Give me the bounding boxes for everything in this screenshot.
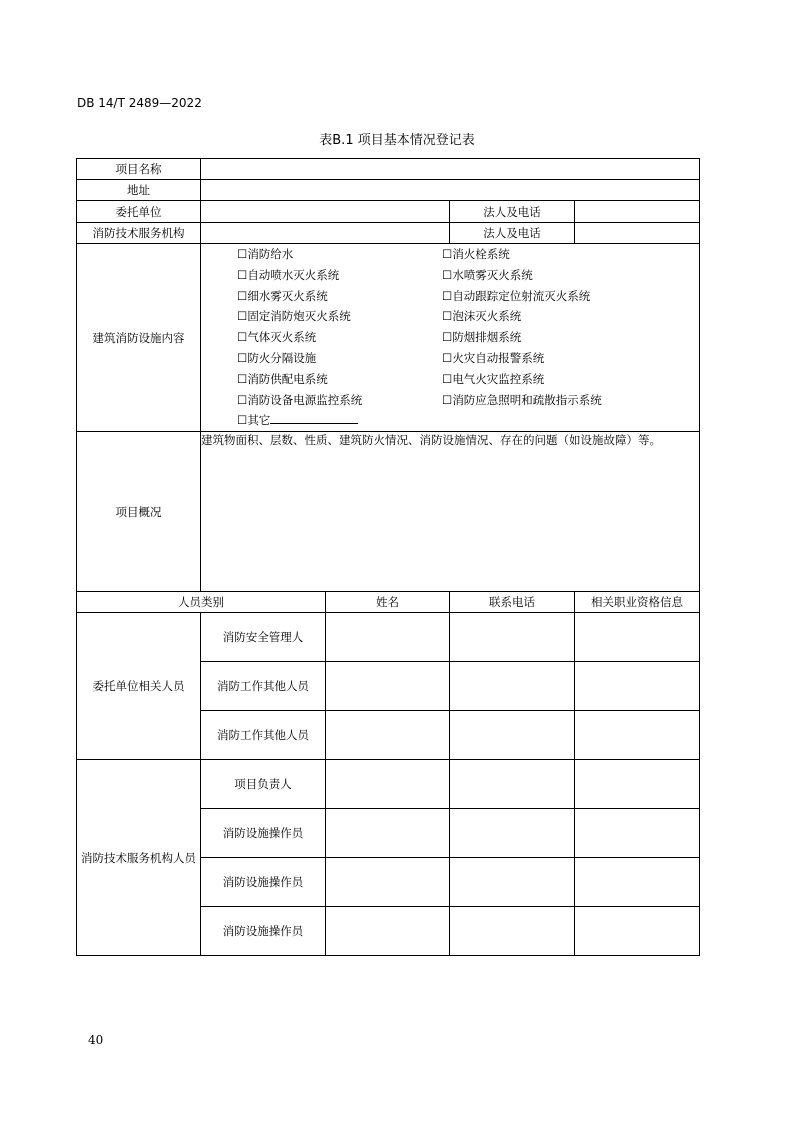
qualification-cell[interactable] xyxy=(575,613,700,662)
facilities-checklist xyxy=(201,244,699,431)
facility-label: 消防给水 xyxy=(247,247,294,261)
project-name-label: 项目名称 xyxy=(77,159,201,180)
service-org-label: 消防技术服务机构 xyxy=(77,223,201,244)
facility-item[interactable] xyxy=(442,390,699,411)
checkbox-icon[interactable]: ☐ xyxy=(237,330,248,345)
facility-item[interactable] xyxy=(442,265,699,286)
facility-label: 消防供配电系统 xyxy=(247,371,328,386)
checkbox-icon[interactable]: ☐ xyxy=(442,288,453,303)
phone-cell[interactable] xyxy=(450,809,575,858)
facility-label: 其它 xyxy=(247,413,271,428)
client-label: 委托单位 xyxy=(77,201,201,223)
facility-label: 固定消防炮灭火系统 xyxy=(247,309,351,324)
facility-label: 水喷雾灭火系统 xyxy=(452,267,533,282)
phone-cell[interactable] xyxy=(450,907,575,956)
facility-item[interactable] xyxy=(442,369,699,390)
page-number: 40 xyxy=(88,1033,104,1047)
checkbox-icon[interactable]: ☐ xyxy=(442,309,453,324)
facility-label: 自动跟踪定位射流灭火系统 xyxy=(452,288,591,303)
qualification-cell[interactable] xyxy=(575,809,700,858)
service-legal-phone-cell[interactable] xyxy=(575,223,700,244)
address-label: 地址 xyxy=(77,180,201,201)
phone-cell[interactable] xyxy=(450,613,575,662)
service-org-cell[interactable] xyxy=(201,223,450,244)
role-cell: 消防工作其他人员 xyxy=(201,662,326,711)
name-cell[interactable] xyxy=(326,760,450,809)
facility-label: 防烟排烟系统 xyxy=(452,330,522,345)
checkbox-icon[interactable]: ☐ xyxy=(442,350,453,365)
project-name-cell[interactable] xyxy=(201,159,700,180)
qualification-cell[interactable] xyxy=(575,858,700,907)
checkbox-icon[interactable]: ☐ xyxy=(237,413,248,428)
facility-item[interactable] xyxy=(237,390,442,411)
other-fill-line[interactable] xyxy=(270,411,358,424)
checkbox-icon[interactable]: ☐ xyxy=(442,330,453,345)
role-cell: 消防安全管理人 xyxy=(201,613,326,662)
facility-label: 消火栓系统 xyxy=(452,247,510,261)
checkbox-icon[interactable]: ☐ xyxy=(237,392,248,407)
facility-item[interactable] xyxy=(237,265,442,286)
table-title: 表B.1 项目基本情况登记表 xyxy=(319,133,475,148)
facility-label: 自动喷水灭火系统 xyxy=(247,267,340,282)
role-cell: 项目负责人 xyxy=(201,760,326,809)
facility-item[interactable] xyxy=(237,410,442,431)
facility-item xyxy=(442,410,699,431)
qualification-cell[interactable] xyxy=(575,711,700,760)
phone-cell[interactable] xyxy=(450,858,575,907)
checkbox-icon[interactable]: ☐ xyxy=(237,267,248,282)
header-name: 姓名 xyxy=(326,592,450,613)
facility-item[interactable] xyxy=(237,286,442,307)
checkbox-icon[interactable]: ☐ xyxy=(442,371,453,386)
facility-label: 防火分隔设施 xyxy=(247,350,317,365)
checkbox-icon[interactable]: ☐ xyxy=(442,267,453,282)
qualification-cell[interactable] xyxy=(575,907,700,956)
facility-label: 泡沫灭火系统 xyxy=(452,309,522,324)
facility-item[interactable] xyxy=(442,244,699,265)
facility-item[interactable] xyxy=(442,286,699,307)
name-cell[interactable] xyxy=(326,711,450,760)
facility-label: 火灾自动报警系统 xyxy=(452,350,545,365)
facility-item[interactable] xyxy=(442,306,699,327)
role-cell: 消防工作其他人员 xyxy=(201,711,326,760)
facility-label: 电气火灾监控系统 xyxy=(452,371,545,386)
facility-item[interactable] xyxy=(237,348,442,369)
overview-hint[interactable]: 建筑物面积、层数、性质、建筑防火情况、消防设施情况、存在的问题（如设施故障）等。 xyxy=(201,432,700,592)
name-cell[interactable] xyxy=(326,662,450,711)
header-qualification: 相关职业资格信息 xyxy=(575,592,700,613)
facility-label: 消防应急照明和疏散指示系统 xyxy=(452,392,602,407)
checkbox-icon[interactable]: ☐ xyxy=(442,392,453,407)
overview-label: 项目概况 xyxy=(77,432,201,592)
facility-item[interactable] xyxy=(237,306,442,327)
facility-item[interactable] xyxy=(442,327,699,348)
service-legal-phone-label: 法人及电话 xyxy=(450,223,575,244)
name-cell[interactable] xyxy=(326,858,450,907)
facility-item[interactable] xyxy=(237,327,442,348)
header-phone: 联系电话 xyxy=(450,592,575,613)
phone-cell[interactable] xyxy=(450,711,575,760)
facility-item[interactable] xyxy=(442,348,699,369)
checkbox-icon[interactable]: ☐ xyxy=(237,247,248,261)
client-group-label: 委托单位相关人员 xyxy=(77,613,201,760)
checkbox-icon[interactable]: ☐ xyxy=(237,350,248,365)
phone-cell[interactable] xyxy=(450,662,575,711)
qualification-cell[interactable] xyxy=(575,662,700,711)
facilities-label: 建筑消防设施内容 xyxy=(77,244,201,432)
role-cell: 消防设施操作员 xyxy=(201,907,326,956)
checkbox-icon[interactable]: ☐ xyxy=(237,288,248,303)
standard-code: DB 14/T 2489—2022 xyxy=(77,96,202,110)
qualification-cell[interactable] xyxy=(575,760,700,809)
facility-item[interactable] xyxy=(237,369,442,390)
facility-item[interactable] xyxy=(237,244,442,265)
registration-table xyxy=(76,158,700,956)
client-cell[interactable] xyxy=(201,201,450,223)
facility-label: 细水雾灭火系统 xyxy=(247,288,328,303)
phone-cell[interactable] xyxy=(450,760,575,809)
checkbox-icon[interactable]: ☐ xyxy=(442,247,453,261)
client-legal-phone-label: 法人及电话 xyxy=(450,201,575,223)
facility-label: 消防设备电源监控系统 xyxy=(247,392,363,407)
name-cell[interactable] xyxy=(326,809,450,858)
name-cell[interactable] xyxy=(326,907,450,956)
checkbox-icon[interactable]: ☐ xyxy=(237,309,248,324)
header-personnel-type: 人员类别 xyxy=(77,592,326,613)
role-cell: 消防设施操作员 xyxy=(201,858,326,907)
facilities-cell xyxy=(201,244,700,432)
address-cell[interactable] xyxy=(201,180,700,201)
facility-label: 气体灭火系统 xyxy=(247,330,317,345)
checkbox-icon[interactable]: ☐ xyxy=(237,371,248,386)
service-group-label: 消防技术服务机构人员 xyxy=(77,760,201,956)
name-cell[interactable] xyxy=(326,613,450,662)
role-cell: 消防设施操作员 xyxy=(201,809,326,858)
client-legal-phone-cell[interactable] xyxy=(575,201,700,223)
